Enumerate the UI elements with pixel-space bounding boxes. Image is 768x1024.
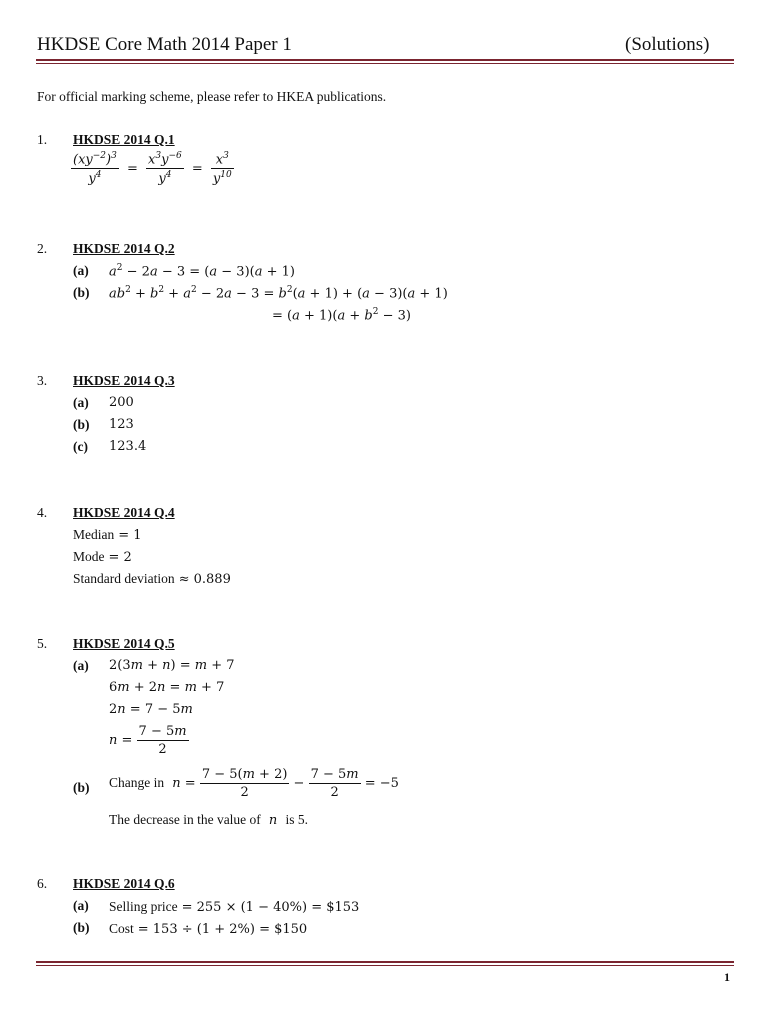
solutions-tag: (Solutions) — [625, 34, 710, 55]
intro-note: For official marking scheme, please refer to HKEA publications. — [37, 89, 387, 104]
q6-cost-expr: = 153 ÷ (1 + 2%) = $150 — [137, 922, 308, 937]
q6-selling-label: Selling price — [109, 899, 178, 914]
q5-a-line4: n = $\frac{7 - 5m}{2}$ — [109, 724, 187, 757]
q4-standard-deviation — [73, 570, 231, 588]
q6-title: HKDSE 2014 Q.6 — [73, 876, 175, 891]
q2-part-a-equation: $a^2 - 2a - 3 = (a - 3)(a + 1)$ — [109, 263, 295, 280]
q3-part-a-label: (a) — [73, 395, 89, 410]
q6-cost-label: Cost — [109, 921, 134, 936]
q5-part-b-label: (b) — [73, 780, 90, 795]
q5-change-label: Change in — [109, 775, 165, 790]
q4-sd-label: Standard deviation — [73, 571, 175, 586]
q2-title: HKDSE 2014 Q.2 — [73, 241, 175, 256]
header-rule — [36, 59, 734, 61]
q2-part-a-label: (a) — [73, 263, 89, 278]
q1-equation: $\frac{(xy^{-2})^3}{y^4}$ = $\frac{x^3y^{-6}}{y^4}$ = $\frac{x^3}{y^{10}}$ — [73, 151, 232, 187]
q4-median — [73, 526, 142, 544]
q3-part-b-label: (b) — [73, 417, 90, 432]
q6-selling-expr: = 255 × (1 − 40%) = $153 — [181, 900, 360, 915]
q4-median-value: = 1 — [118, 528, 142, 543]
footer-rule-thin — [36, 965, 734, 966]
q6-number: 6. — [37, 876, 48, 891]
q5-a-line1: 2(3m + n) = m + 7 — [109, 658, 235, 673]
q5-b-conclusion: The decrease in the value of n is 5. — [109, 812, 308, 828]
q6-cost — [109, 920, 307, 938]
q3-part-c-answer: 123.4 — [109, 439, 147, 454]
q5-conclusion-pre: The decrease in the value of — [109, 812, 261, 827]
q6-part-a-label: (a) — [73, 898, 89, 913]
q1-title: HKDSE 2014 Q.1 — [73, 132, 175, 147]
q4-mode-label: Mode — [73, 549, 105, 564]
q4-sd-value: ≈ 0.889 — [178, 572, 231, 587]
q3-part-b-answer: 123 — [109, 417, 134, 432]
q5-title: HKDSE 2014 Q.5 — [73, 636, 175, 651]
q2-part-b-equation-line1: $ab^2 + b^2 + a^2 - 2a - 3 = b^2(a + 1) + (a - 3)(a + 1)$ — [109, 285, 448, 302]
q3-title: HKDSE 2014 Q.3 — [73, 373, 175, 388]
q4-mode — [73, 548, 132, 566]
q5-conclusion-post: is 5. — [285, 812, 308, 827]
q5-b-change-equation: Change in n = $\frac{7 - 5(m + 2)}{2}$ − $\frac{7 - 5m}{2}$ = −5 — [109, 767, 399, 800]
q3-number: 3. — [37, 373, 48, 388]
footer-rule — [36, 961, 734, 963]
q6-selling-price — [109, 898, 359, 916]
q2-number: 2. — [37, 241, 48, 256]
q5-a-line3: 2n = 7 − 5m — [109, 702, 193, 717]
q6-part-b-label: (b) — [73, 920, 90, 935]
q3-part-a-answer: 200 — [109, 395, 134, 410]
q4-title: HKDSE 2014 Q.4 — [73, 505, 175, 520]
page-number: 1 — [724, 970, 730, 984]
q3-part-c-label: (c) — [73, 439, 88, 454]
q4-median-label: Median — [73, 527, 115, 542]
q4-mode-value: = 2 — [108, 550, 132, 565]
q1-number: 1. — [37, 132, 48, 147]
q5-a-line2: 6m + 2n = m + 7 — [109, 680, 225, 695]
q5-number: 5. — [37, 636, 48, 651]
header-rule-thin — [36, 63, 734, 64]
q2-part-b-label: (b) — [73, 285, 90, 300]
document-title: HKDSE Core Math 2014 Paper 1 — [37, 34, 292, 55]
q5-part-a-label: (a) — [73, 658, 89, 673]
q4-number: 4. — [37, 505, 48, 520]
q2-part-b-equation-line2: = $(a + 1)(a + b^2 - 3)$ — [272, 307, 411, 324]
